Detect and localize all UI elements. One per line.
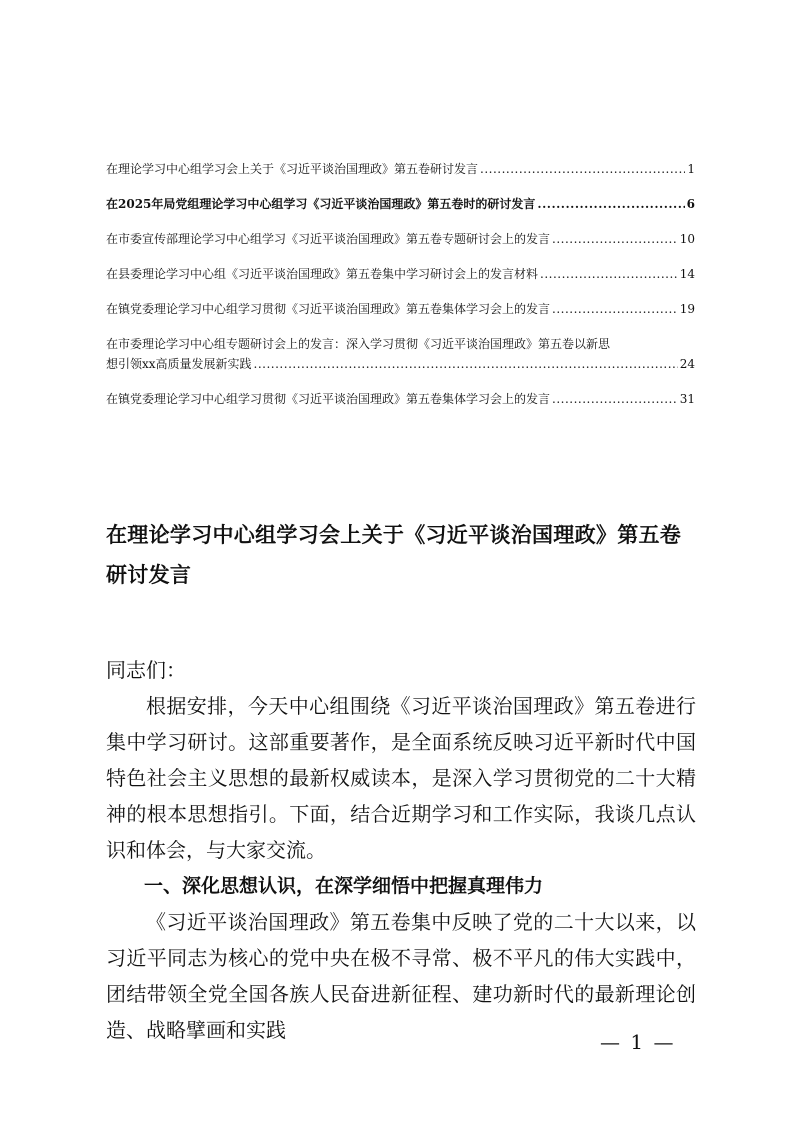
toc-entry-page: 1 [687, 162, 695, 176]
section-heading-1: 一、深化思想认识，在深学细悟中把握真理伟力 [144, 875, 544, 897]
toc-entry-line2 [106, 354, 695, 374]
toc-entry-3[interactable] [106, 229, 695, 249]
toc-entry-title-line1: 在市委理论学习中心组专题研讨会上的发言：深入学习贯彻《习近平谈治国理政》第五卷以新思 [106, 337, 611, 351]
toc-entry-page: 31 [679, 392, 695, 406]
toc-entry-1[interactable] [106, 159, 695, 179]
toc-entry-title: 在镇党委理论学习中心组学习贯彻《习近平谈治国理政》第五卷集体学习会上的发言 [106, 302, 551, 316]
toc-entry-page: 10 [679, 232, 695, 246]
toc-entry-title: 在市委宣传部理论学习中心组学习《习近平谈治国理政》第五卷专题研讨会上的发言 [106, 232, 551, 246]
document-body [106, 652, 696, 1048]
toc-leader-dots [537, 194, 684, 214]
toc-entry-6[interactable] [106, 334, 695, 374]
toc-entry-page: 24 [679, 357, 695, 371]
toc-leader-dots [552, 299, 678, 319]
toc-leader-dots [480, 159, 685, 179]
toc-entry-2[interactable] [106, 194, 695, 214]
toc-entry-title: 在县委理论学习中心组《习近平谈治国理政》第五卷集中学习研讨会上的发言材料 [106, 267, 539, 281]
toc-leader-dots [552, 229, 678, 249]
toc-entry-title: 在镇党委理论学习中心组学习贯彻《习近平谈治国理政》第五卷集体学习会上的发言 [106, 392, 551, 406]
salutation: 同志们： [106, 658, 186, 682]
toc-leader-dots [540, 264, 678, 284]
toc-entry-4[interactable] [106, 264, 695, 284]
toc-entry-5[interactable] [106, 299, 695, 319]
toc-entry-page: 6 [686, 197, 695, 211]
toc-entry-page: 19 [679, 302, 695, 316]
paragraph-1: 根据安排，今天中心组围绕《习近平谈治国理政》第五卷进行集中学习研讨。这部重要著作，是全面系统反映习近平新时代中国特色社会主义思想的最新权威读本，是深入学习贯彻党的二十大精神的根本思想指引。下面，结合近期学习和工作实际，我谈几点认识和体会，与大家交流。 [106, 694, 696, 862]
toc-entry-title: 在2025年局党组理论学习中心组学习《习近平谈治国理政》第五卷时的研讨发言 [106, 197, 536, 211]
paragraph-2: 《习近平谈治国理政》第五卷集中反映了党的二十大以来，以习近平同志为核心的党中央在极不寻常、极不平凡的伟大实践中，团结带领全党全国各族人民奋进新征程、建功新时代的最新理论创造、战略擘画和实践 [106, 910, 696, 1042]
toc-entry-page: 14 [679, 267, 695, 281]
page-number: — 1 — [600, 1030, 676, 1054]
toc-leader-dots [254, 354, 678, 374]
toc-entry-title: 在理论学习中心组学习会上关于《习近平谈治国理政》第五卷研讨发言 [106, 162, 479, 176]
toc-leader-dots [552, 389, 678, 409]
toc-entry-7[interactable] [106, 389, 695, 409]
document-title: 在理论学习中心组学习会上关于《习近平谈治国理政》第五卷研讨发言 [106, 523, 682, 587]
table-of-contents [106, 159, 695, 424]
toc-entry-title-line2: 想引领xx高质量发展新实践 [106, 357, 252, 371]
